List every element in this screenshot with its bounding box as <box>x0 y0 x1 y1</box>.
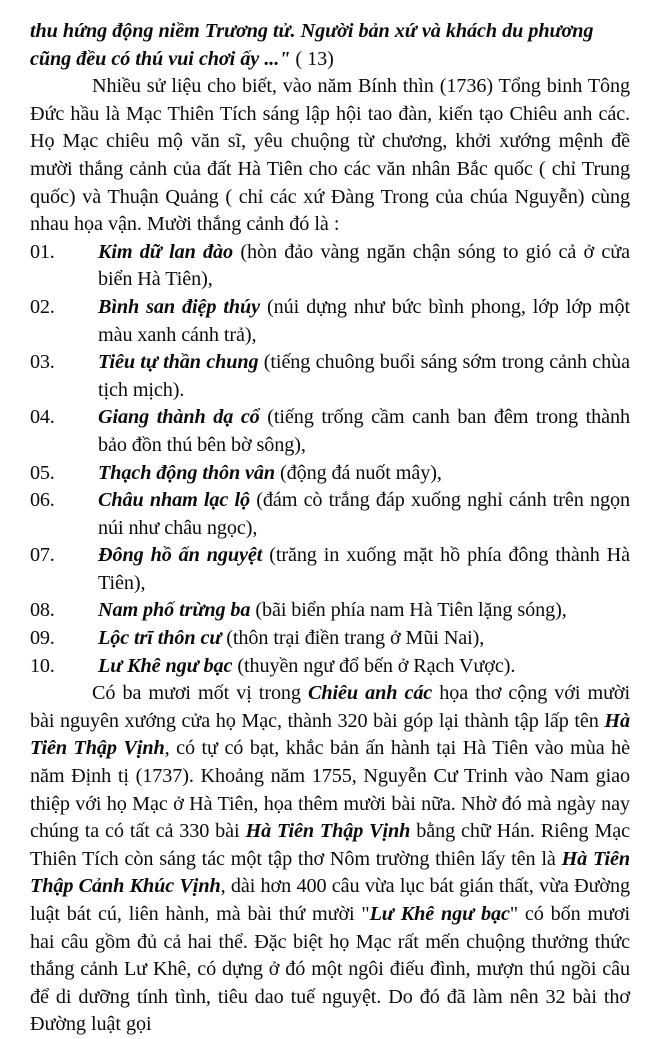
list-item-text <box>98 597 630 625</box>
list-item-gloss: (trăng in xuống mặt hồ phía đông thành Hà Tiên), <box>98 544 631 594</box>
final-seg-4: bằng chữ Hán. Riêng Mạc Thiên Tích còn sáng tác một tập thơ Nôm trường thiên lấy tên là <box>30 820 631 870</box>
ten-scenic-sites-list <box>30 239 630 681</box>
title-ha-tien-thap-vinh-1: Hà Tiên Thập Vịnh <box>30 709 630 760</box>
list-item-number: 08. <box>30 599 55 622</box>
list-item-number: 10. <box>30 654 55 677</box>
title-chieu-anh-cac: Chiêu anh các <box>308 682 433 705</box>
list-item-title: Thạch động thôn vân <box>98 461 276 484</box>
list-item <box>30 404 630 459</box>
quoted-passage <box>30 18 630 73</box>
list-item <box>30 487 630 542</box>
list-item-title: Bình san điệp thúy <box>98 295 260 318</box>
list-item-number: 07. <box>30 544 55 567</box>
list-item-gloss: (đám cò trắng đáp xuống nghỉ cánh trên ngọn núi như châu ngọc), <box>98 489 630 539</box>
list-item <box>30 597 630 625</box>
list-item <box>30 653 630 681</box>
list-item-number: 09. <box>30 627 55 650</box>
final-seg-6: " có bốn mươi hai câu gồm đủ cả hai thể. Đặc biệt họ Mạc rất mến chuộng thưởng thức thắng cảnh Lư Khê, có dựng ở đó một ngôi điếu đình, mượn thú ngồi câu để di dưỡng tính tình, tiêu dao tuế nguyệt. Do đó đã làm nên 32 bài thơ Đường luật gọi <box>30 903 630 1036</box>
list-item-gloss: (thôn trại điền trang ở Mũi Nai), <box>221 627 485 650</box>
list-item <box>30 349 630 404</box>
final-seg-1: Có ba mươi mốt vị trong <box>92 682 309 705</box>
list-item-number: 06. <box>30 489 55 512</box>
list-item-number: 03. <box>30 351 55 374</box>
quoted-passage-citation: ( 13) <box>290 47 334 70</box>
final-seg-5: , dài hơn 400 câu vừa lục bát gián thất, vừa Đường luật bát cú, liên hành, mà bài thứ mười " <box>30 875 630 925</box>
list-item-text <box>98 653 630 681</box>
paragraph-historical-intro-text: Nhiều sử liệu cho biết, vào năm Bính thìn (1736) Tổng binh Tông Đức hầu là Mạc Thiên Tích sáng lập hội tao đàn, kiến tạo Chiêu anh các. Họ Mạc chiêu mộ văn sĩ, yêu chuộng từ chương, khởi xướng mệnh đề mười thắng cảnh của đất Hà Tiên cho các văn nhân Bắc quốc ( chỉ Trung quốc) và Thuận Quảng ( chỉ các xứ Đàng Trong của chúa Nguyễn) cùng nhau họa vận. Mười thắng cảnh đó là : <box>30 75 630 236</box>
list-item-number: 02. <box>30 295 55 318</box>
quoted-passage-italic: thu hứng động niềm Trương tử. Người bản xứ và khách du phương cũng đều có thú vui chơi ấy ..." <box>30 20 594 70</box>
list-item-text <box>98 487 630 542</box>
final-seg-2: họa thơ cộng với mười bài nguyên xướng cửa họ Mạc, thành 320 bài góp lại thành tập lấp tên <box>30 682 631 732</box>
list-item-title: Nam phố trừng ba <box>98 599 251 622</box>
list-item-text <box>98 542 630 597</box>
list-item-text <box>98 625 630 653</box>
list-item-text <box>98 404 630 459</box>
list-item-number: 05. <box>30 461 55 484</box>
list-item <box>30 460 630 488</box>
list-item-text <box>98 239 630 294</box>
list-item-gloss: (núi dựng như bức bình phong, lớp lớp một màu xanh cánh trả), <box>98 295 631 346</box>
title-ha-tien-thap-canh-khuc-vinh: Hà Tiên Thập Cảnh Khúc Vịnh <box>30 847 630 898</box>
list-item <box>30 294 630 349</box>
list-item <box>30 239 630 294</box>
list-item-gloss: (tiếng trống cầm canh ban đêm trong thành bảo đồn thú bên bờ sông), <box>98 406 630 456</box>
paragraph-historical-intro <box>30 73 630 239</box>
list-item-gloss: (động đá nuốt mây), <box>275 461 442 484</box>
list-item-number: 04. <box>30 406 55 429</box>
list-item-text <box>98 460 630 488</box>
list-item-text <box>98 294 630 349</box>
paragraph-chieu-anh-cac <box>30 680 630 1039</box>
list-item-title: Đông hồ ấn nguyệt <box>98 544 263 567</box>
list-item-gloss: (tiếng chuông buổi sáng sớm trong cảnh chùa tịch mịch). <box>98 351 630 401</box>
list-item-title: Giang thành dạ cổ <box>98 406 260 429</box>
title-lu-khe-ngu-bac: Lư Khê ngư bạc <box>369 903 510 925</box>
list-item-number: 01. <box>30 240 55 263</box>
list-item-text <box>98 349 630 404</box>
list-item-title: Châu nham lạc lộ <box>98 489 251 512</box>
final-seg-3: , có tự có bạt, khắc bản ấn hành tại Hà Tiên vào mùa hè năm Định tị (1737). Khoảng năm 1755, Nguyễn Cư Trinh vào Nam giao thiệp với họ Mạc ở Hà Tiên, họa thêm mười bài nữa. Nhờ đó mà ngày nay chúng ta có tất cả 330 bài <box>30 737 631 843</box>
title-ha-tien-thap-vinh-2: Hà Tiên Thập Vịnh <box>245 820 411 843</box>
list-item-title: Lộc trī thôn cư <box>98 627 222 650</box>
list-item-gloss: (bãi biển phía nam Hà Tiên lặng sóng), <box>250 599 567 622</box>
list-item-title: Kim dữ lan đào <box>98 240 234 263</box>
list-item-gloss: (hòn đảo vàng ngăn chận sóng to gió cả ở cửa biển Hà Tiên), <box>98 240 630 291</box>
list-item-title: Tiêu tự thần chung <box>98 351 259 374</box>
list-item-gloss: (thuyền ngư đổ bến ở Rạch Vược). <box>232 654 516 677</box>
list-item <box>30 625 630 653</box>
list-item-title: Lư Khê ngư bạc <box>98 654 233 677</box>
list-item <box>30 542 630 597</box>
